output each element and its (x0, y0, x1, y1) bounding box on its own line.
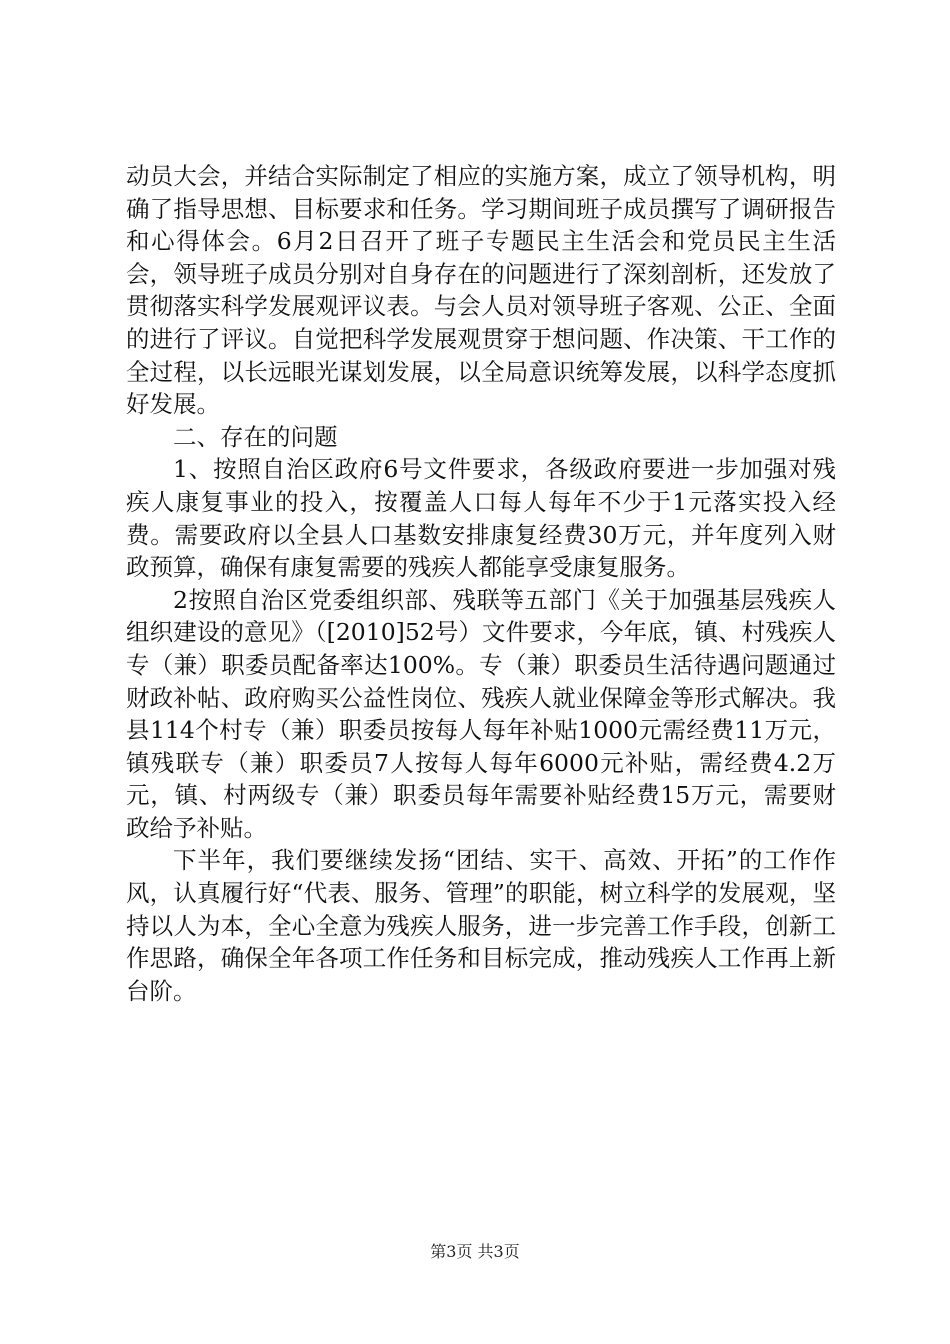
page-number-footer: 第3页 共3页 (430, 1242, 520, 1261)
paragraph-continuation: 动员大会，并结合实际制定了相应的实施方案，成立了领导机构，明确了指导思想、目标要求和任务。学习期间班子成员撰写了调研报告和心得体会。6月2日召开了班子专题民主生活会和党员民主生活会，领导班子成员分别对自身存在的问题进行了深刻剖析，还发放了贯彻落实科学发展观评议表。与会人员对领导班子客观、公正、全面的进行了评议。自觉把科学发展观贯穿于想问题、作决策、干工作的全过程，以长远眼光谋划发展，以全局意识统筹发展，以科学态度抓好发展。 (126, 162, 836, 419)
paragraph-item-1: 1、按照自治区政府6号文件要求，各级政府要进一步加强对残疾人康复事业的投入，按覆盖人口每人每年不少于1元落实投入经费。需要政府以全县人口基数安排康复经费30万元，并年度列入财政预算，确保有康复需要的残疾人都能享受康复服务。 (126, 455, 836, 582)
paragraph-conclusion: 下半年，我们要继续发扬“团结、实干、高效、开拓”的工作作风，认真履行好“代表、服务、管理”的职能，树立科学的发展观，坚持以人为本，全心全意为残疾人服务，进一步完善工作手段，创新工作思路，确保全年各项工作任务和目标完成，推动残疾人工作再上新台阶。 (126, 846, 836, 1005)
paragraph-item-2: 2按照自治区党委组织部、残联等五部门《关于加强基层残疾人组织建设的意见》（[2010]52号）文件要求，今年底，镇、村残疾人专（兼）职委员配备率达100%。专（兼）职委员生活待遇问题通过财政补帖、政府购买公益性岗位、残疾人就业保障金等形式解决。我县114个村专（兼）职委员按每人每年补贴1000元需经费11万元，镇残联专（兼）职委员7人按每人每年6000元补贴，需经费4.2万元，镇、村两级专（兼）职委员每年需要补贴经费15万元，需要财政给予补贴。 (126, 585, 836, 842)
section-heading-problems: 二、存在的问题 (173, 422, 338, 451)
document-body (126, 160, 836, 1007)
